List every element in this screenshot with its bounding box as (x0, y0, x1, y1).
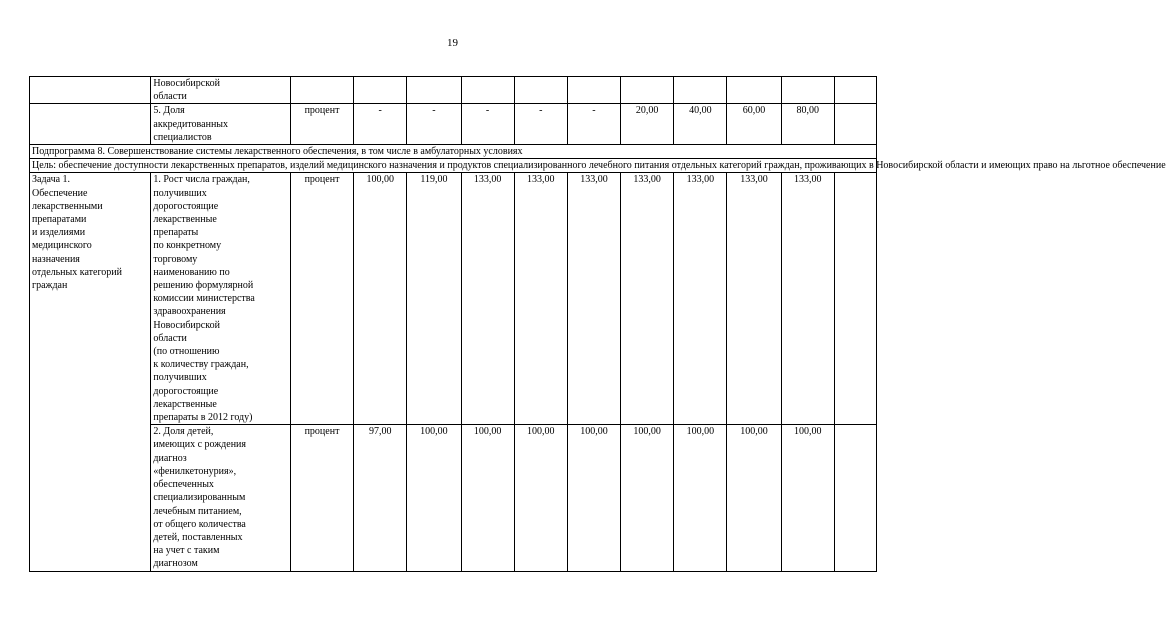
value-cell: - (514, 104, 567, 145)
goal-text: Цель: обеспечение доступности лекарственных препаратов, изделий медицинского назначения и продуктов специализированного лечебного питания отдельных категорий граждан, проживающих в Новосибирской области и имеющих право на льготное обеспечение (30, 159, 877, 173)
value-cell: - (407, 104, 461, 145)
task-cell (30, 104, 151, 145)
value-cell: 97,00 (354, 425, 407, 571)
value-cell: 100,00 (674, 425, 727, 571)
value-cell: - (461, 104, 514, 145)
value-cell: 133,00 (674, 173, 727, 425)
value-cell: 100,00 (354, 173, 407, 425)
subprogram-heading: Подпрограмма 8. Совершенствование системы лекарственного обеспечения, в том числе в амбулаторных условиях (30, 145, 877, 159)
value-cell: 100,00 (621, 425, 674, 571)
value-cell: 133,00 (461, 173, 514, 425)
indicator-cell: Новосибирской области (151, 77, 290, 104)
page-number: 19 (447, 37, 458, 49)
table-row-indicator-2 (30, 425, 877, 571)
indicators-table (29, 76, 1166, 572)
indicator-cell: 5. Доля аккредитованных специалистов (151, 104, 290, 145)
task-cell (30, 77, 151, 104)
value-cell: 60,00 (727, 104, 781, 145)
value-cell: 100,00 (567, 425, 620, 571)
table-row-continuation (30, 77, 877, 104)
task-cell: Задача 1. Обеспечение лекарственными препаратами и изделиями медицинского назначения отдельных категорий граждан (30, 173, 151, 571)
indicator-cell: 1. Рост числа граждан, получивших дорогостоящие лекарственные препараты по конкретному торговому наименованию по решению формулярной комиссии министерства здравоохранения Новосибирской области (по отношению к количеству граждан, получивших дорогостоящие лекарственные препараты в 2012 году) (151, 173, 290, 425)
value-cell: 133,00 (514, 173, 567, 425)
indicator-cell: 2. Доля детей, имеющих с рождения диагноз «фенилкетонурия», обеспеченных специализированным лечебным питанием, от общего количества детей, поставленных на учет с таким диагнозом (151, 425, 290, 571)
value-cell: 100,00 (461, 425, 514, 571)
table-row-indicator-5 (30, 104, 877, 145)
value-cell: 100,00 (727, 425, 781, 571)
value-cell: 133,00 (621, 173, 674, 425)
table-row-goal (30, 159, 877, 173)
table-row-subprogram (30, 145, 877, 159)
value-cell: 133,00 (781, 173, 834, 425)
value-cell: 100,00 (781, 425, 834, 571)
value-cell: 100,00 (407, 425, 461, 571)
unit-cell: процент (290, 425, 353, 571)
unit-cell: процент (290, 173, 353, 425)
unit-cell: процент (290, 104, 353, 145)
value-cell: - (567, 104, 620, 145)
table-row-indicator-1 (30, 173, 877, 425)
value-cell: 40,00 (674, 104, 727, 145)
value-cell: 133,00 (567, 173, 620, 425)
value-cell: 133,00 (727, 173, 781, 425)
value-cell: 100,00 (514, 425, 567, 571)
value-cell: - (354, 104, 407, 145)
value-cell: 20,00 (621, 104, 674, 145)
value-cell: 119,00 (407, 173, 461, 425)
value-cell: 80,00 (781, 104, 834, 145)
